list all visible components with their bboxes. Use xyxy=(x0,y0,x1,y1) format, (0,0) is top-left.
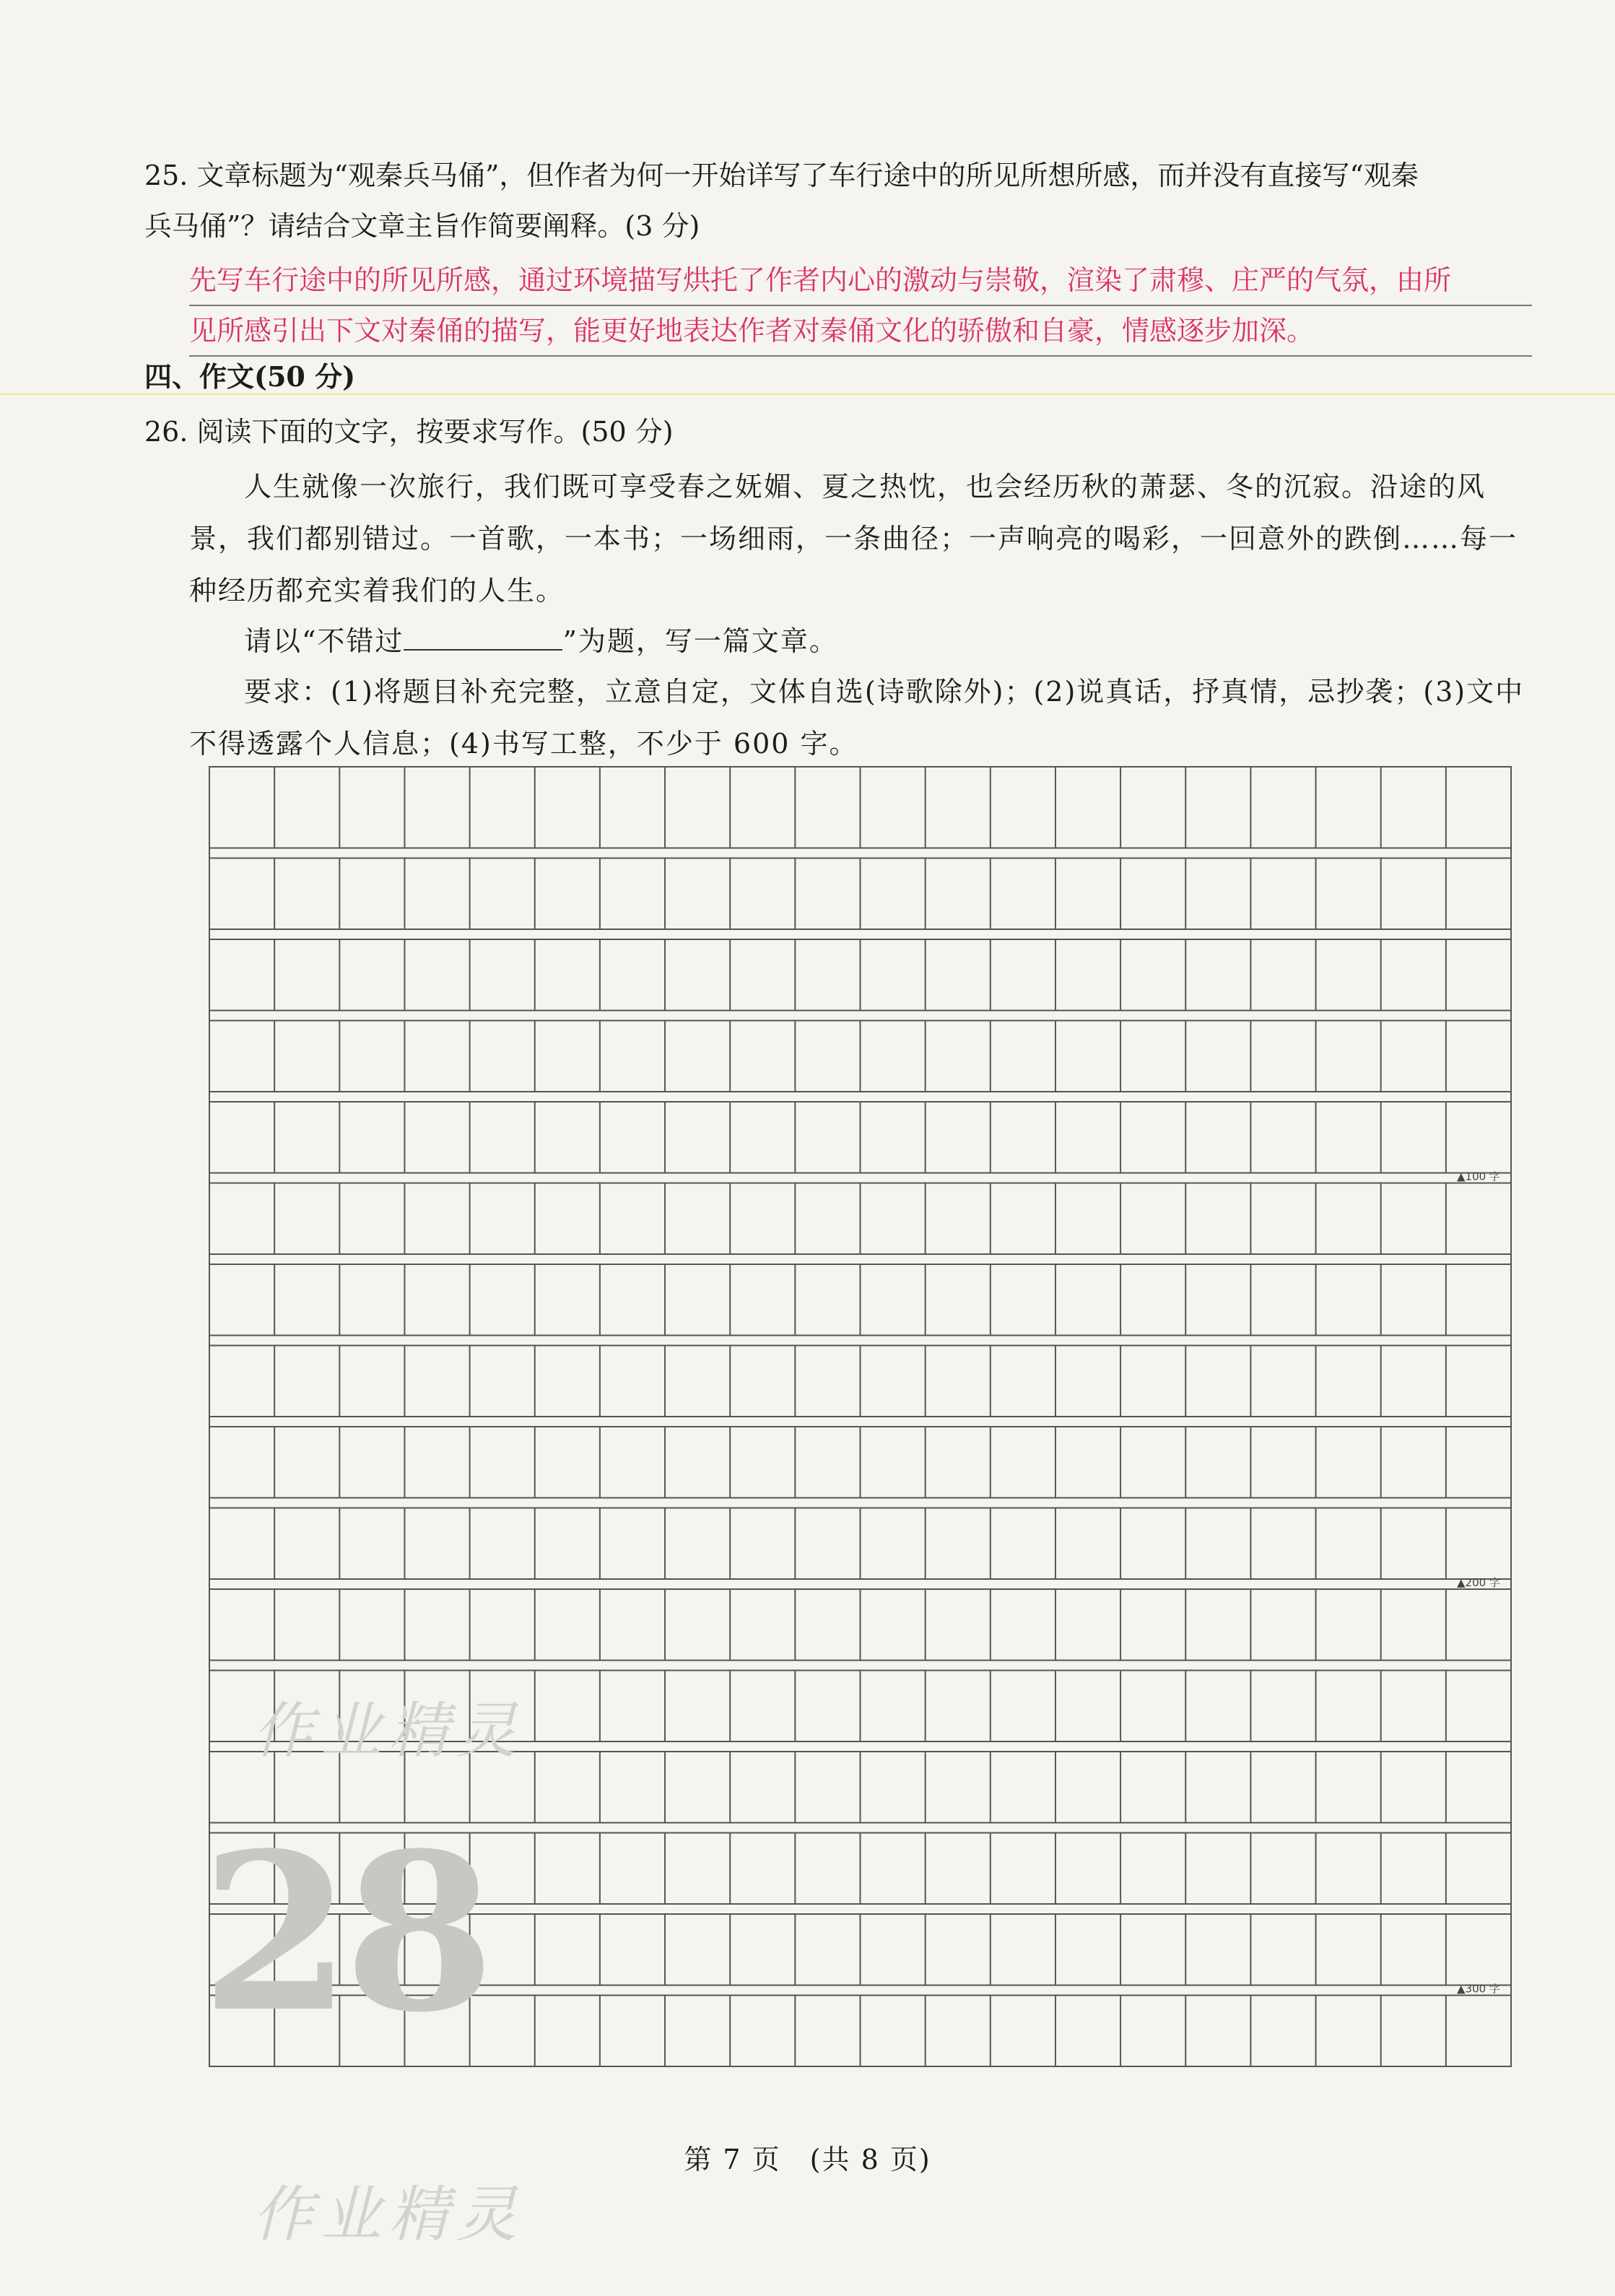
requirements-paragraph: 要求：(1)将题目补充完整，立意自定，文体自选(诗歌除外)；(2)说真话，抒真情，忌抄袭；(3)文中不得透露个人信息；(4)书写工整，不少于 600 字。 xyxy=(189,676,1525,760)
page-number-watermark: 28 xyxy=(201,1805,488,2060)
word-count-mark: ▲300 字 xyxy=(1457,1982,1500,1996)
answer-line1: 先写车行途中的所见所感，通过环境描写烘托了作者内心的激动与崇敬，渲染了肃穆、庄严的气氛，由所 xyxy=(189,256,1532,306)
question-25-line1: 25. 文章标题为“观秦兵马俑”，但作者为何一开始详写了车行途中的所见所想所感，而并没有直接写“观秦 xyxy=(144,160,1419,191)
instruction-before: 请以“不错过 xyxy=(244,625,404,657)
word-count-mark: ▲200 字 xyxy=(1457,1576,1500,1589)
watermark: 作业精灵 xyxy=(253,2179,525,2250)
page-footer: 第 7 页 (共 8 页) xyxy=(684,2144,931,2175)
answer-line2: 见所感引出下文对秦俑的描写，能更好地表达作者对秦俑文化的骄傲和自豪，情感逐步加深。 xyxy=(189,306,1532,357)
section-heading: 四、作文(50 分) xyxy=(144,360,356,393)
prompt-paragraph: 人生就像一次旅行，我们既可享受春之妩媚、夏之热忱，也会经历秋的萧瑟、冬的沉寂。沿途的风景，我们都别错过。一首歌，一本书；一场细雨，一条曲径；一声响亮的喝彩，一回意外的跌倒……每一种经历都充实着我们的人生。 xyxy=(189,471,1518,606)
watermark: 作业精灵 xyxy=(253,1695,525,1766)
instruction-after: ”为题，写一篇文章。 xyxy=(562,625,838,657)
question-26-title: 26. 阅读下面的文字，按要求写作。(50 分) xyxy=(144,416,674,448)
word-count-mark: ▲100 字 xyxy=(1457,1170,1500,1183)
question-25-line2: 兵马俑”？请结合文章主旨作简要阐释。(3 分) xyxy=(144,210,700,242)
